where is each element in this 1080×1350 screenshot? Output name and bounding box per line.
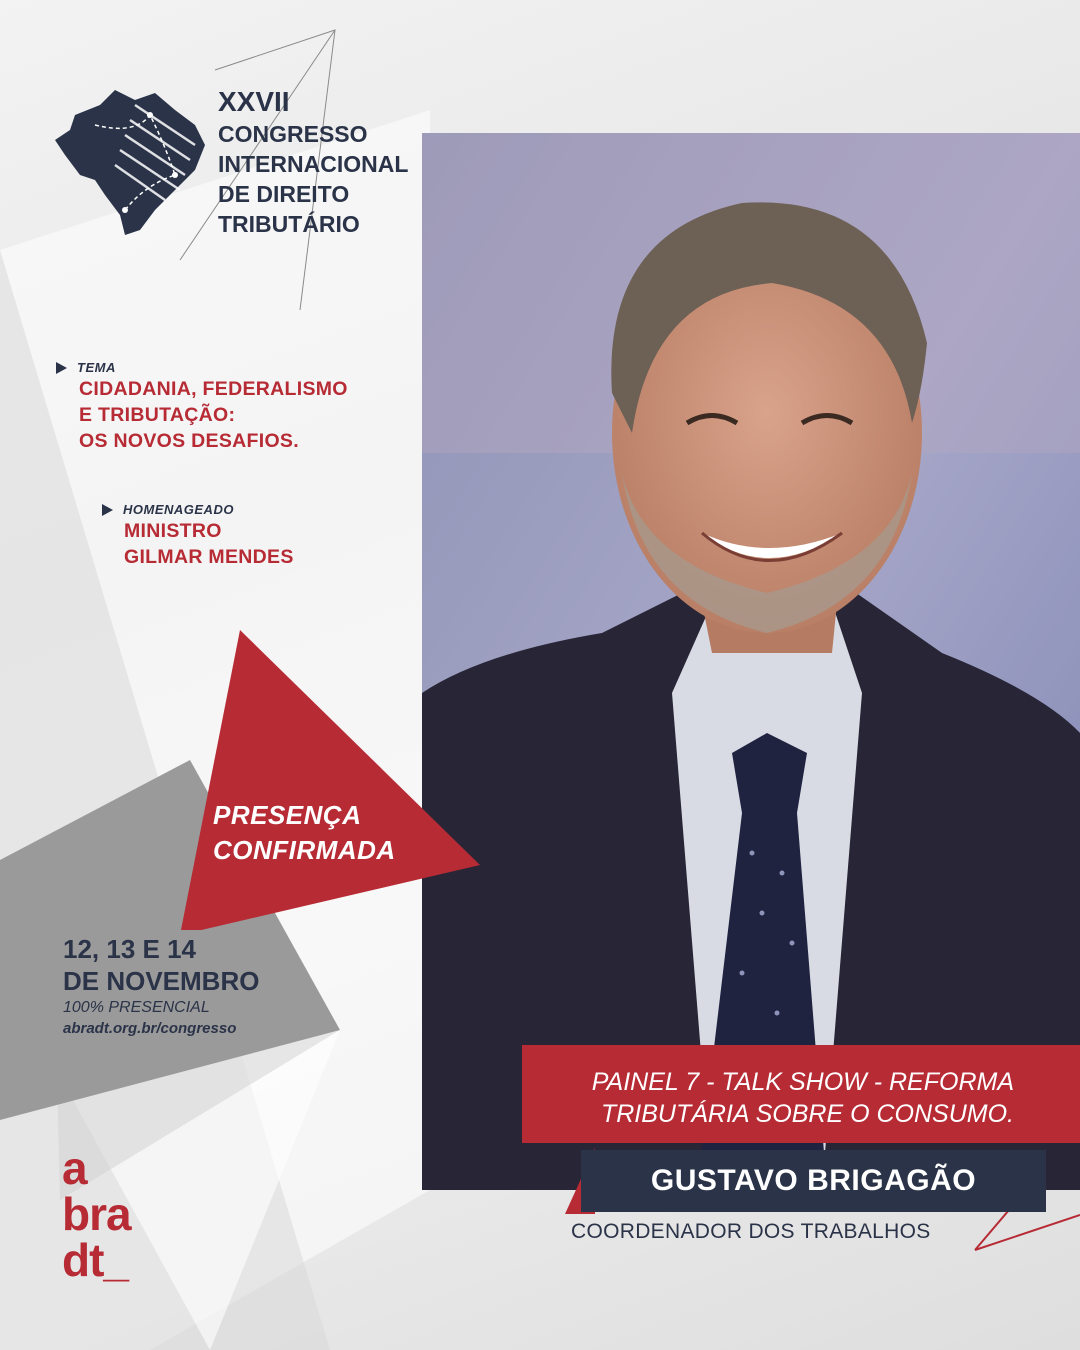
play-arrow-icon	[102, 504, 113, 516]
theme-line: OS NOVOS DESAFIOS.	[79, 430, 299, 452]
theme-text	[79, 376, 348, 454]
speaker-photo	[422, 133, 1080, 1190]
speaker-role: COORDENADOR DOS TRABALHOS	[571, 1220, 931, 1243]
theme-line: E TRIBUTAÇÃO:	[79, 404, 236, 426]
theme-line: CIDADANIA, FEDERALISMO	[79, 378, 348, 400]
honoree-label: HOMENAGEADO	[123, 502, 234, 517]
honoree-line: GILMAR MENDES	[124, 546, 294, 568]
abradt-line: dt_	[62, 1234, 128, 1286]
event-month: DE NOVEMBRO	[63, 966, 260, 996]
honoree-line: MINISTRO	[124, 520, 222, 542]
brazil-map-icon	[55, 85, 215, 245]
event-website-link[interactable]: abradt.org.br/congresso	[63, 1020, 237, 1037]
theme-label: TEMA	[77, 360, 116, 375]
panel-line: PAINEL 7 - TALK SHOW - REFORMA	[591, 1068, 1014, 1096]
event-title-line: TRIBUTÁRIO	[218, 211, 360, 237]
presence-triangle	[180, 630, 480, 930]
theme-label-row	[56, 360, 116, 375]
event-title-line: DE DIREITO	[218, 181, 350, 207]
play-arrow-icon	[56, 362, 67, 374]
event-edition: XXVII	[218, 86, 290, 117]
presence-confirmed	[213, 798, 396, 868]
event-days: 12, 13 E 14	[63, 934, 196, 964]
honoree-label-row	[102, 502, 234, 517]
abradt-logo	[62, 1142, 131, 1286]
event-mode: 100% PRESENCIAL	[63, 999, 210, 1016]
presence-line: PRESENÇA	[213, 800, 362, 830]
panel-title	[514, 1066, 1014, 1130]
panel-line: TRIBUTÁRIA SOBRE O CONSUMO.	[600, 1100, 1014, 1128]
speaker-name: GUSTAVO BRIGAGÃO	[650, 1164, 977, 1197]
abradt-line: bra	[62, 1188, 131, 1240]
abradt-line: a	[62, 1142, 87, 1194]
honoree-text	[124, 518, 294, 570]
date-block	[63, 933, 259, 1039]
event-title-line: INTERNACIONAL	[218, 151, 409, 177]
presence-line: CONFIRMADA	[213, 835, 396, 865]
event-title-line: CONGRESSO	[218, 121, 368, 147]
